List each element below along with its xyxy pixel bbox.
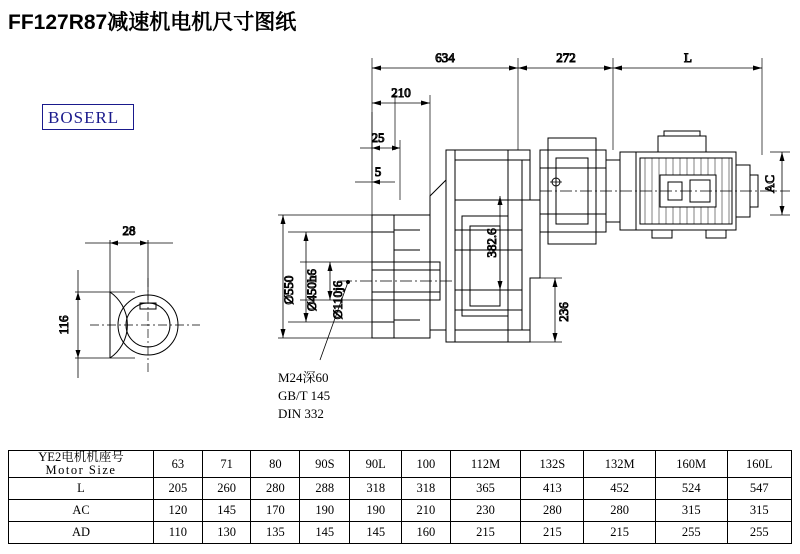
note-line-3: DIN 332 [278,406,324,421]
table-cell: 90S [300,451,350,478]
table-cell: 135 [251,522,300,544]
dim-label-L: L [684,50,692,65]
table-row [9,500,792,522]
table-cell: 210 [401,500,450,522]
table-cell: 315 [655,500,727,522]
table-cell: 145 [300,522,350,544]
dim-label-AC: AC [762,174,777,194]
table-row [9,522,792,544]
table-cell: 132S [521,451,584,478]
table-cell: 145 [350,522,402,544]
table-header-line2: Motor Size [45,463,117,478]
table-row [9,478,792,500]
dim-5 [355,180,395,185]
table-cell: 110 [154,522,203,544]
table-cell: 190 [350,500,402,522]
table-cell: 170 [251,500,300,522]
table-cell: 280 [584,500,656,522]
page-title: FF127R87减速机电机尺寸图纸 [8,11,297,34]
dim-label-382: 382.6 [484,228,499,258]
table-cell: 63 [154,451,203,478]
dim-label-272: 272 [556,50,576,65]
gearbox-housing [394,150,540,342]
note-line-1: M24深60 [278,370,329,385]
table-cell: 280 [521,500,584,522]
table-row-header [9,451,792,478]
note-line-2: GB/T 145 [278,388,331,403]
table-cell: 100 [401,451,450,478]
table-cell: 215 [450,522,521,544]
dim-label-210: 210 [391,85,411,100]
table-cell: 112M [450,451,521,478]
table-cell: 230 [450,500,521,522]
table-cell: 71 [202,451,251,478]
motor-size-table [8,450,792,544]
table-row-label: AC [9,500,154,522]
table-cell: 80 [251,451,300,478]
table-cell: 318 [350,478,402,500]
dim-label-d110: Ø110j6 [330,280,345,320]
dim-272 [518,66,613,71]
table-cell: 90L [350,451,402,478]
dim-label-236: 236 [556,302,571,322]
table-cell: 413 [521,478,584,500]
table-cell: 365 [450,478,521,500]
table-cell: 160L [727,451,792,478]
dim-label-d450: Ø450h6 [304,269,319,311]
table-cell: 145 [202,500,251,522]
table-cell: 120 [154,500,203,522]
dim-210 [372,101,430,106]
table-cell: 255 [655,522,727,544]
table-cell: 160 [401,522,450,544]
logo-text: BOSERL [48,108,120,127]
table-cell: 160M [655,451,727,478]
dim-634 [372,66,518,71]
table-cell: 260 [202,478,251,500]
dim-L [613,66,762,71]
table-cell: 315 [727,500,792,522]
table-row-label: L [9,478,154,500]
table-cell: 452 [584,478,656,500]
dim-label-28: 28 [122,223,136,238]
table-cell: 205 [154,478,203,500]
table-row-label: AD [9,522,154,544]
table-cell: 215 [521,522,584,544]
assembly-centerline [340,191,790,281]
dim-25 [360,146,400,151]
table-cell: 130 [202,522,251,544]
dim-label-25: 25 [371,130,385,145]
table-cell: 524 [655,478,727,500]
table-cell: 255 [727,522,792,544]
dim-label-634: 634 [435,50,455,65]
table-cell: 288 [300,478,350,500]
table-cell: 190 [300,500,350,522]
dim-label-116: 116 [56,315,71,335]
table-cell: 132M [584,451,656,478]
dim-label-d550: Ø550 [281,275,296,305]
table-cell: 318 [401,478,450,500]
table-cell: 547 [727,478,792,500]
dim-label-5: 5 [374,164,382,179]
table-cell: 215 [584,522,656,544]
dim-28 [85,240,173,300]
table-header-line1: YE2电机机座号 [38,450,124,464]
motor [636,131,758,238]
table-header-cell [9,451,154,478]
table-cell: 280 [251,478,300,500]
